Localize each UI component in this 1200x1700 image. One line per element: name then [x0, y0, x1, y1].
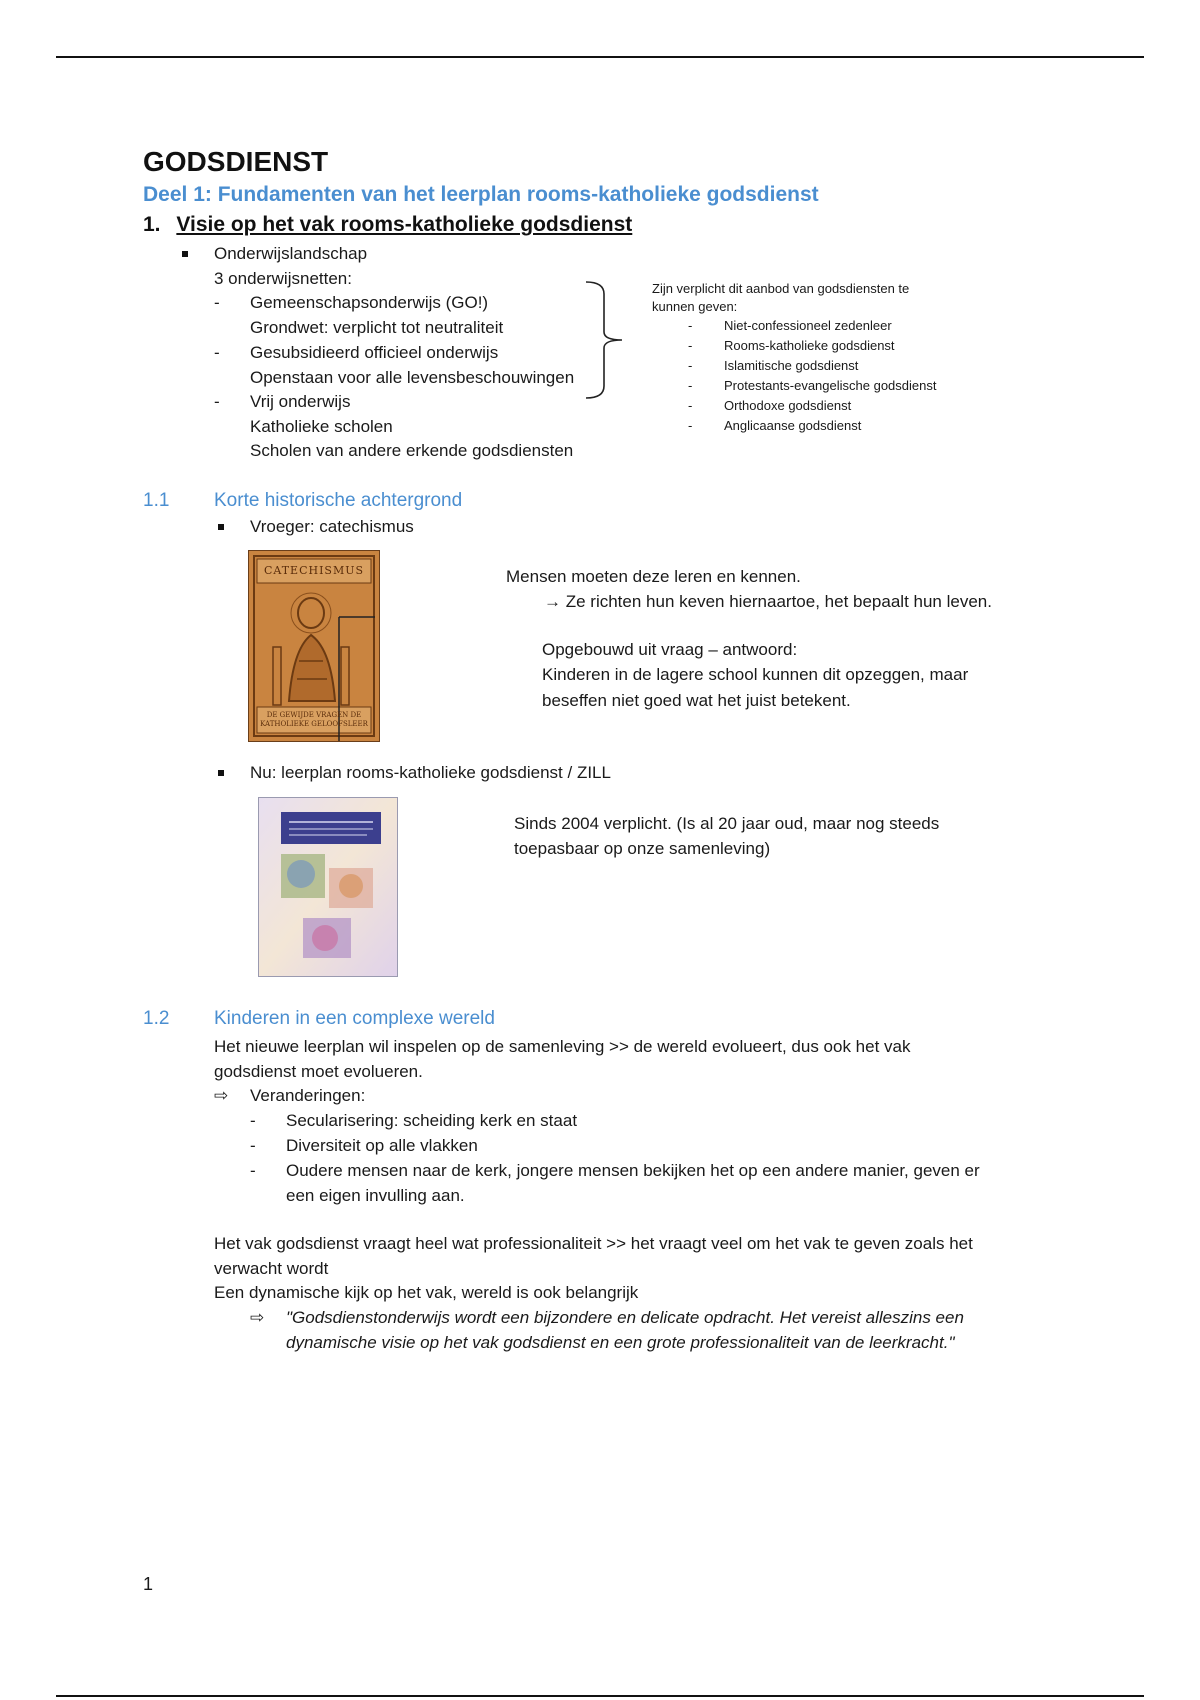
note-dash: - [688, 418, 693, 433]
net-sub: Scholen van andere erkende godsdiensten [250, 441, 574, 460]
dash: - [250, 1136, 256, 1155]
change-item-continued: een eigen invulling aan. [286, 1186, 465, 1205]
section-number: 1. [143, 213, 161, 236]
change-item: Secularisering: scheiding kerk en staat [286, 1111, 578, 1130]
arrow-icon: ⇨ [250, 1308, 265, 1327]
catechism-cover-title: CATECHISMUS [263, 564, 365, 577]
page-title: GODSDIENST [143, 146, 329, 177]
net-item: Gemeenschapsonderwijs (GO!) [250, 293, 489, 312]
paragraph-2b: verwacht wordt [214, 1259, 329, 1278]
net-sub: Grondwet: verplicht tot neutraliteit [250, 318, 504, 337]
note-item: Islamitische godsdienst [724, 358, 859, 373]
note-intro-line2: kunnen geven: [652, 299, 738, 314]
dash: - [214, 293, 220, 312]
change-item: Diversiteit op alle vlakken [286, 1136, 478, 1155]
bullet-square [218, 770, 224, 776]
footer-rule [56, 1695, 1144, 1697]
catechism-text-2: Opgebouwd uit vraag – antwoord: [542, 640, 798, 659]
leerplan-book-image [258, 797, 398, 977]
paragraph-3: Een dynamische kijk op het vak, wereld is ook belangrijk [214, 1283, 639, 1302]
paragraph-1b: godsdienst moet evolueren. [214, 1062, 423, 1081]
subsection-title: Korte historische achtergrond [214, 490, 463, 511]
note-item: Niet-confessioneel zedenleer [724, 318, 892, 333]
bullet-vroeger: Vroeger: catechismus [250, 517, 414, 536]
dash: - [214, 392, 220, 411]
leerplan-text-1: Sinds 2004 verplicht. (Is al 20 jaar oud, maar nog steeds [514, 814, 940, 833]
note-dash: - [688, 338, 693, 353]
page-number: 1 [143, 1574, 154, 1594]
changes-label: Veranderingen: [250, 1086, 366, 1105]
dash: - [250, 1111, 256, 1130]
net-sub: Katholieke scholen [250, 417, 393, 436]
arrow-icon: ⇨ [214, 1086, 229, 1105]
net-item: Vrij onderwijs [250, 392, 351, 411]
dash: - [214, 343, 220, 362]
catechism-book-image [248, 550, 380, 742]
paragraph-1a: Het nieuwe leerplan wil inspelen op de samenleving >> de wereld evolueert, dus ook het vak [214, 1037, 911, 1056]
net-item: Gesubsidieerd officieel onderwijs [250, 343, 499, 362]
bullet-square [182, 251, 188, 257]
note-item: Anglicaanse godsdienst [724, 418, 862, 433]
paragraph-2a: Het vak godsdienst vraagt heel wat professionaliteit >> het vraagt veel om het vak te geven zoals het [214, 1234, 973, 1253]
catechism-text-4: beseffen niet goed wat het juist betekent. [542, 691, 851, 710]
bullet-square [218, 524, 224, 530]
note-intro-line1: Zijn verplicht dit aanbod van godsdiensten te [652, 281, 910, 296]
quote-line-1: "Godsdienstonderwijs wordt een bijzondere en delicate opdracht. Het vereist alleszins een [286, 1308, 964, 1327]
dash: - [250, 1161, 256, 1180]
note-dash: - [688, 318, 693, 333]
note-dash: - [688, 378, 693, 393]
catechism-text-3: Kinderen in de lagere school kunnen dit opzeggen, maar [542, 665, 969, 684]
nets-intro: 3 onderwijsnetten: [214, 269, 352, 288]
note-dash: - [688, 398, 693, 413]
leerplan-text-2: toepasbaar op onze samenleving) [514, 839, 771, 858]
catechism-cover-caption: DE GEWIJDE VRAGEN DE KATHOLIEKE GELOOFSLEER [260, 711, 368, 728]
subsection-number: 1.1 [143, 490, 170, 511]
note-item: Protestants-evangelische godsdienst [724, 378, 937, 393]
note-item: Rooms-katholieke godsdienst [724, 338, 895, 353]
brace-icon [582, 278, 626, 402]
leerplan-illustration-icon [259, 798, 397, 976]
note-dash: - [688, 358, 693, 373]
bullet-nu: Nu: leerplan rooms-katholieke godsdienst / ZILL [250, 763, 611, 782]
net-sub: Openstaan voor alle levensbeschouwingen [250, 368, 575, 387]
subsection-number: 1.2 [143, 1008, 170, 1029]
header-rule [56, 56, 1144, 58]
quote-line-2: dynamische visie op het vak godsdienst en een grote professionaliteit van de leerkracht." [286, 1333, 955, 1352]
part-heading: Deel 1: Fundamenten van het leerplan rooms-katholieke godsdienst [143, 183, 819, 206]
section-heading-1 [143, 213, 632, 237]
catechism-text-1: Mensen moeten deze leren en kennen. [506, 567, 801, 586]
change-item: Oudere mensen naar de kerk, jongere mensen bekijken het op een andere manier, geven er [286, 1161, 980, 1180]
note-item: Orthodoxe godsdienst [724, 398, 852, 413]
subsection-title: Kinderen in een complexe wereld [214, 1008, 495, 1029]
section-title: Visie op het vak rooms-katholieke godsdienst [176, 213, 633, 236]
catechism-arrow-text: → Ze richten hun keven hiernaartoe, het bepaalt hun leven. [544, 592, 992, 611]
bullet-onderwijslandschap: Onderwijslandschap [214, 244, 368, 263]
